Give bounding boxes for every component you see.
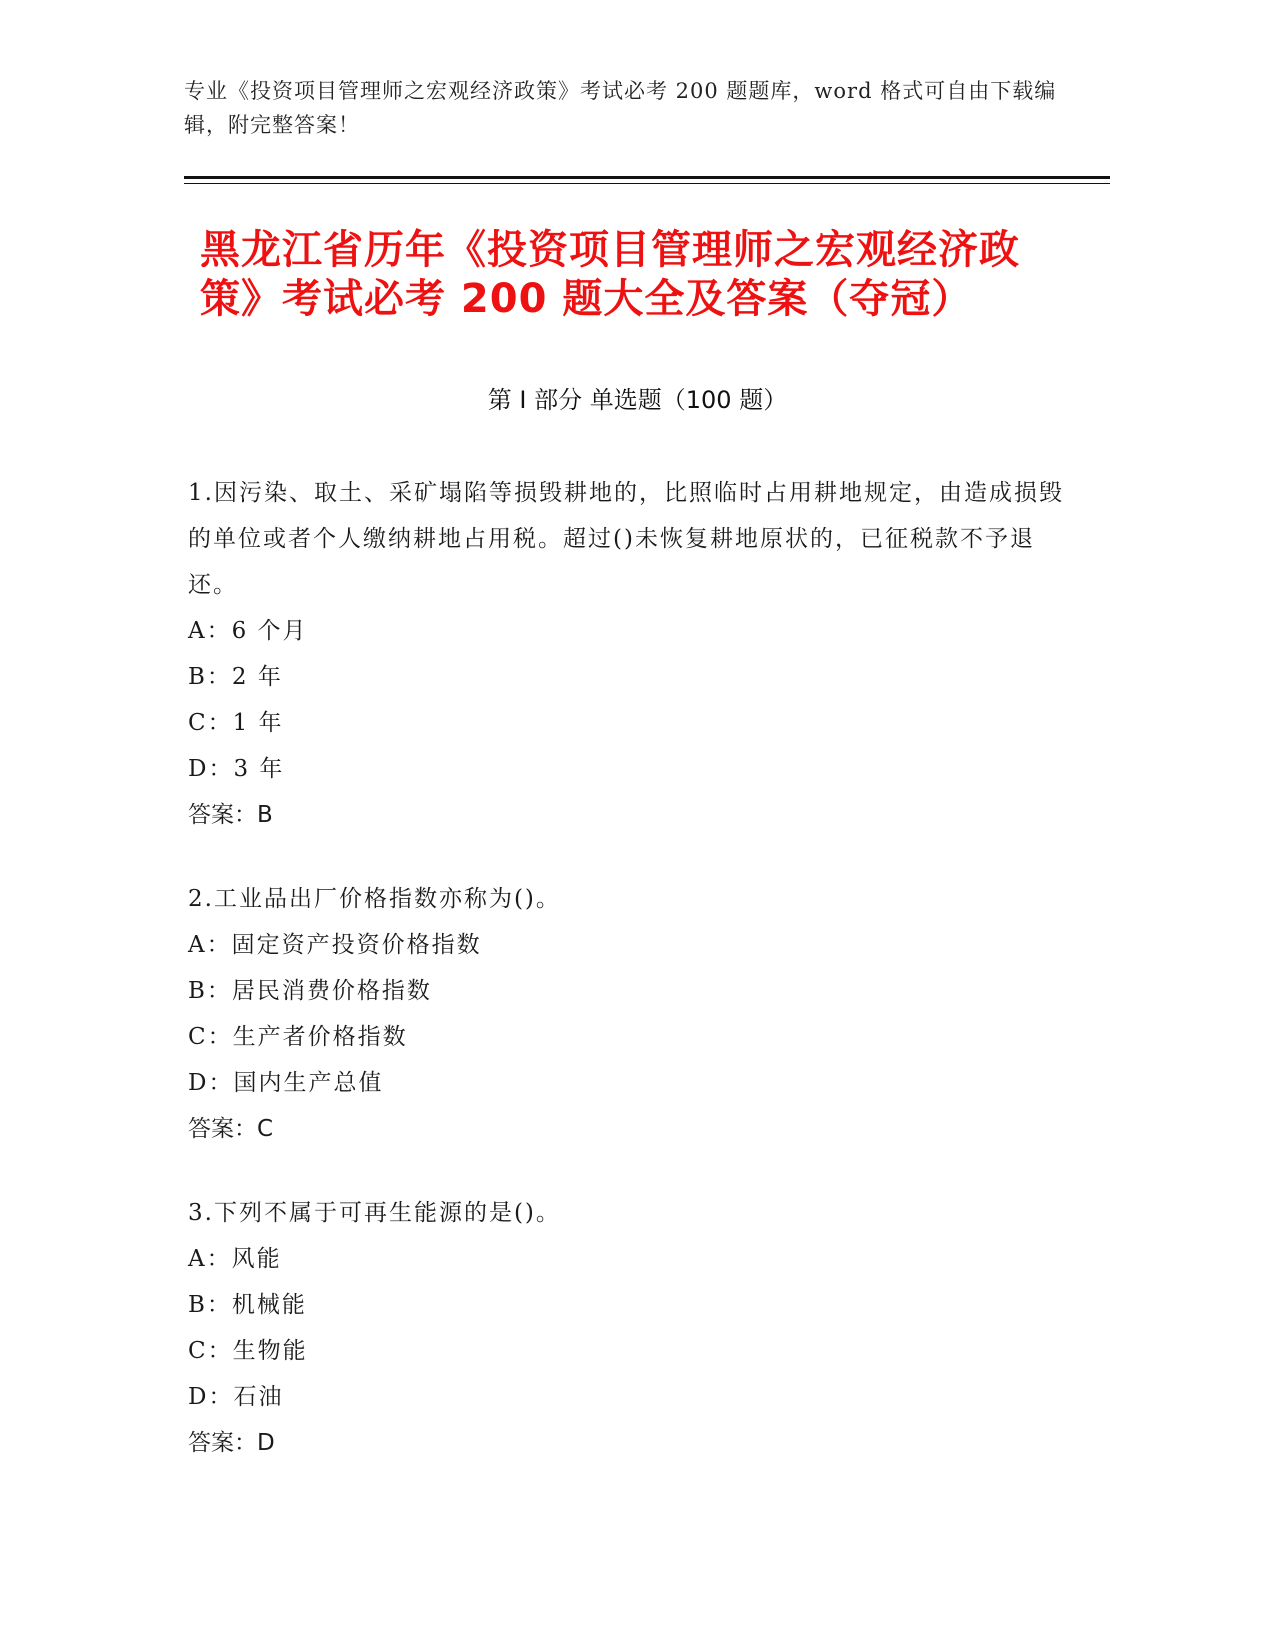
question-text: 2.工业品出厂价格指数亦称为()。: [188, 886, 561, 912]
question-text: 1.因污染、取土、采矿塌陷等损毁耕地的，比照临时占用耕地规定，由造成损毁的单位或者个人缴纳耕地占用税。超过()未恢复耕地原状的，已征税款不予退还。: [188, 480, 1064, 598]
question-3: [188, 1190, 1068, 1466]
question-2: [188, 876, 1068, 1152]
option-c: C：生产者价格指数: [188, 1024, 408, 1050]
option-b: B：2 年: [188, 664, 283, 690]
option-c: C：生物能: [188, 1338, 308, 1364]
header-divider-thick: [184, 176, 1110, 179]
header-divider-thin: [184, 183, 1110, 184]
section-title: 第 I 部分 单选题（100 题）: [487, 386, 788, 414]
answer: 答案：B: [188, 802, 273, 828]
option-c: C：1 年: [188, 710, 284, 736]
option-d: D：国内生产总值: [188, 1070, 384, 1096]
header-note: 专业《投资项目管理师之宏观经济政策》考试必考 200 题题库，word 格式可自由下载编辑，附完整答案！: [184, 79, 1057, 137]
option-b: B：机械能: [188, 1292, 307, 1318]
option-b: B：居民消费价格指数: [188, 978, 432, 1004]
question-list: [188, 470, 1068, 1504]
answer: 答案：C: [188, 1116, 274, 1142]
option-a: A：6 个月: [188, 618, 308, 644]
question-text: 3.下列不属于可再生能源的是()。: [188, 1200, 561, 1226]
option-d: D：3 年: [188, 756, 285, 782]
option-a: A：风能: [188, 1246, 282, 1272]
option-d: D：石油: [188, 1384, 284, 1410]
answer: 答案：D: [188, 1430, 275, 1456]
question-1: [188, 470, 1068, 838]
document-title: 黑龙江省历年《投资项目管理师之宏观经济政策》考试必考 200 题大全及答案（夺冠）: [200, 227, 1020, 322]
option-a: A：固定资产投资价格指数: [188, 932, 482, 958]
